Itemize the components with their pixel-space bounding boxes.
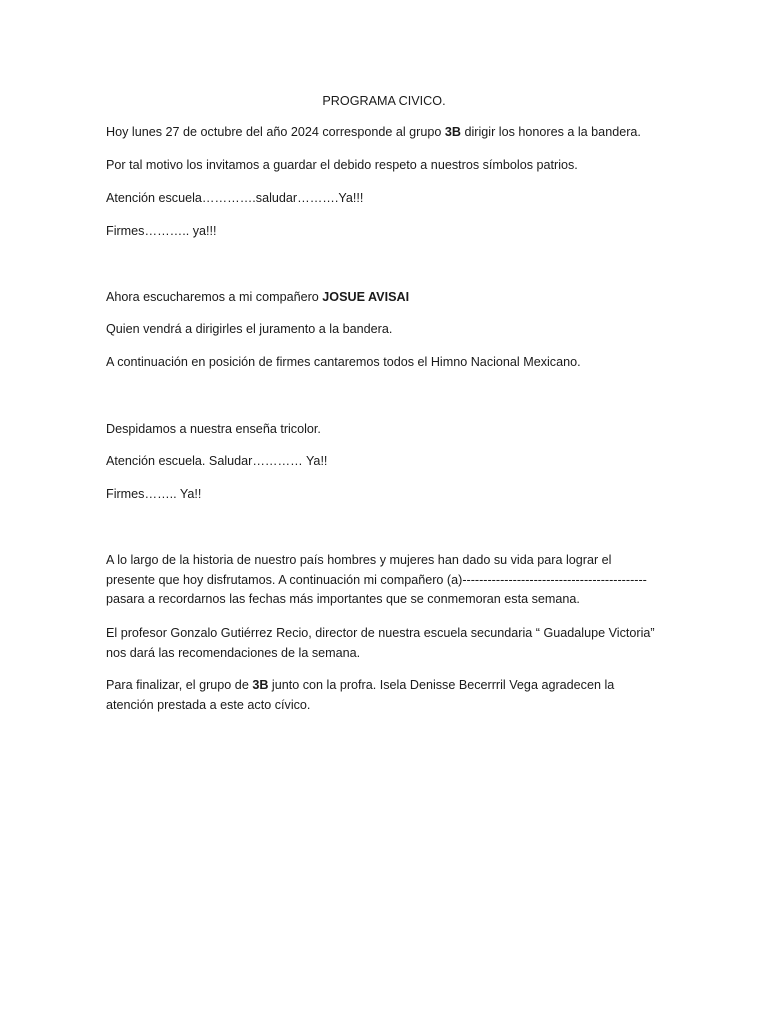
speaker-name: JOSUE AVISAI bbox=[322, 290, 410, 304]
text-line: pasara a recordarnos las fechas más importantes que se conmemoran esta semana. bbox=[106, 592, 580, 606]
text-span: Ahora escucharemos a mi compañero bbox=[106, 290, 323, 304]
text-line: A lo largo de la historia de nuestro país hombres y mujeres han dado su vida para lograr el bbox=[106, 553, 612, 567]
text-span: Para finalizar, el grupo de bbox=[106, 678, 253, 692]
text-span: dirigir los honores a la bandera. bbox=[460, 125, 641, 139]
paragraph-director bbox=[106, 624, 666, 663]
paragraph-respect: Por tal motivo los invitamos a guardar el debido respeto a nuestros símbolos patrios. bbox=[106, 158, 578, 172]
paragraph-history bbox=[106, 551, 666, 610]
page-title: PROGRAMA CIVICO. bbox=[322, 94, 446, 108]
paragraph-oath: Quien vendrá a dirigirles el juramento a la bandera. bbox=[106, 322, 393, 336]
paragraph-attention-salute: Atención escuela………….saludar……….Ya!!! bbox=[106, 191, 364, 205]
text-line: nos dará las recomendaciones de la semana. bbox=[106, 645, 361, 660]
paragraph-firmes: Firmes……….. ya!!! bbox=[106, 224, 217, 238]
text-line: presente que hoy disfrutamos. A continuación mi compañero (a)-------------------------------------------- bbox=[106, 572, 647, 587]
text-line: El profesor Gonzalo Gutiérrez Recio, director de nuestra escuela secundaria “ Guadalupe Victoria” bbox=[106, 626, 655, 640]
paragraph-group-announcement bbox=[106, 123, 666, 143]
group-name: 3B bbox=[252, 678, 269, 692]
paragraph-firmes-2: Firmes…….. Ya!! bbox=[106, 487, 202, 501]
paragraph-farewell: Despidamos a nuestra enseña tricolor. bbox=[106, 422, 321, 436]
text-line: atención prestada a este acto cívico. bbox=[106, 697, 311, 712]
paragraph-anthem: A continuación en posición de firmes cantaremos todos el Himno Nacional Mexicano. bbox=[106, 355, 581, 369]
text-span: junto con la profra. Isela Denisse Becerrril Vega agradecen la bbox=[268, 678, 615, 692]
paragraph-attention-salute-2: Atención escuela. Saludar………… Ya!! bbox=[106, 454, 328, 468]
text-line bbox=[106, 676, 666, 696]
paragraph-closing bbox=[106, 676, 666, 715]
text-span: Hoy lunes 27 de octubre del año 2024 corresponde al grupo bbox=[106, 125, 445, 139]
paragraph-oath-speaker bbox=[106, 288, 666, 308]
group-name: 3B bbox=[444, 125, 461, 139]
